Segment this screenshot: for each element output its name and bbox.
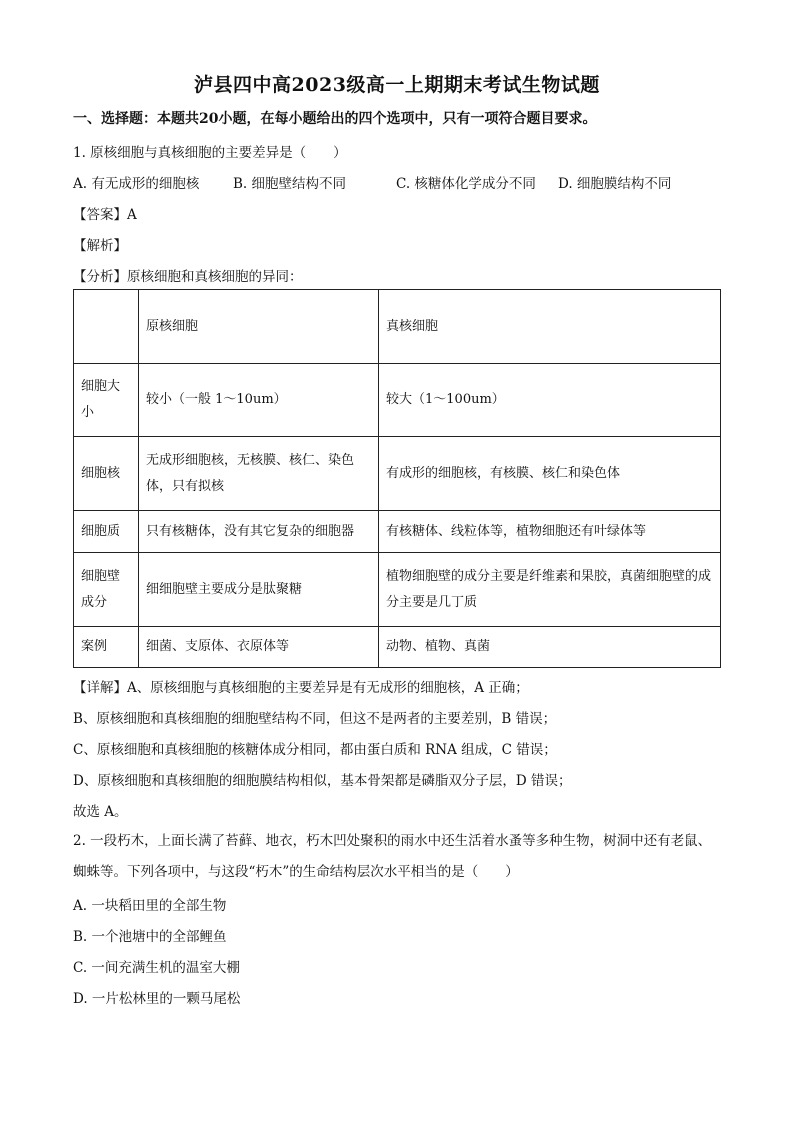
analysis-intro: 【分析】原核细胞和真核细胞的异同：	[73, 269, 303, 285]
q2-option-a: A. 一块稻田里的全部生物	[73, 898, 227, 914]
table-row	[74, 511, 721, 553]
table-cell: 细胞质	[74, 511, 139, 553]
table-header-cell: 真核细胞	[379, 290, 721, 364]
table-header-row	[74, 290, 721, 364]
table-cell: 动物、植物、真菌	[379, 627, 721, 668]
table-row	[74, 437, 721, 511]
table-row	[74, 364, 721, 437]
q2-option-d: D. 一片松林里的一颗马尾松	[73, 991, 241, 1007]
detail-line: C、原核细胞和真核细胞的核糖体成分相同，都由蛋白质和 RNA 组成，C 错误；	[73, 742, 557, 758]
option-c: C. 核糖体化学成分不同	[396, 176, 536, 192]
analysis-label: 【解析】	[73, 238, 127, 254]
table-cell: 细细胞壁主要成分是肽聚糖	[139, 553, 379, 627]
answer-line: 【答案】A	[73, 207, 137, 223]
option-d: D. 细胞膜结构不同	[558, 176, 672, 192]
table-cell: 较大（1～100um）	[379, 364, 721, 437]
table-cell: 无成形细胞核，无核膜、核仁、染色体，只有拟核	[139, 437, 379, 511]
detail-line: 【详解】A、原核细胞与真核细胞的主要差异是有无成形的细胞核，A 正确；	[73, 680, 529, 696]
table-cell: 较小（一般 1～10um）	[139, 364, 379, 437]
detail-line: 故选 A。	[73, 804, 128, 820]
table-cell: 细胞壁成分	[74, 553, 139, 627]
table-cell: 细胞核	[74, 437, 139, 511]
comparison-table	[73, 289, 721, 668]
option-b: B. 细胞壁结构不同	[233, 176, 347, 192]
detail-line: D、原核细胞和真核细胞的细胞膜结构相似，基本骨架都是磷脂双分子层，D 错误；	[73, 773, 572, 789]
table-cell: 只有核糖体，没有其它复杂的细胞器	[139, 511, 379, 553]
question-1-stem: 1. 原核细胞与真核细胞的主要差异是（ ）	[73, 145, 347, 161]
table-cell: 案例	[74, 627, 139, 668]
table-header-cell: 原核细胞	[139, 290, 379, 364]
table-row	[74, 627, 721, 668]
question-2-stem: 2. 一段朽木，上面长满了苔藓、地衣，朽木凹处聚积的雨水中还生活着水蚤等多种生物，树洞中还有老鼠、蜘蛛等。下列各项中，与这段“朽木”的生命结构层次水平相当的是（ ）	[73, 833, 712, 880]
option-a: A. 有无成形的细胞核	[73, 176, 200, 192]
table-cell: 细胞大小	[74, 364, 139, 437]
page-title: 泸县四中高2023级高一上期期末考试生物试题	[194, 74, 600, 96]
table-cell: 有核糖体、线粒体等，植物细胞还有叶绿体等	[379, 511, 721, 553]
table-row	[74, 553, 721, 627]
q2-option-c: C. 一间充满生机的温室大棚	[73, 960, 240, 976]
section-heading: 一、选择题：本题共20小题，在每小题给出的四个选项中，只有一项符合题目要求。	[73, 111, 597, 127]
table-header-cell	[74, 290, 139, 364]
q2-option-b: B. 一个池塘中的全部鲤鱼	[73, 929, 227, 945]
table-cell: 细菌、支原体、衣原体等	[139, 627, 379, 668]
table-cell: 植物细胞壁的成分主要是纤维素和果胶，真菌细胞壁的成分主要是几丁质	[379, 553, 721, 627]
detail-line: B、原核细胞和真核细胞的细胞壁结构不同，但这不是两者的主要差别，B 错误；	[73, 711, 557, 727]
table-cell: 有成形的细胞核，有核膜、核仁和染色体	[379, 437, 721, 511]
